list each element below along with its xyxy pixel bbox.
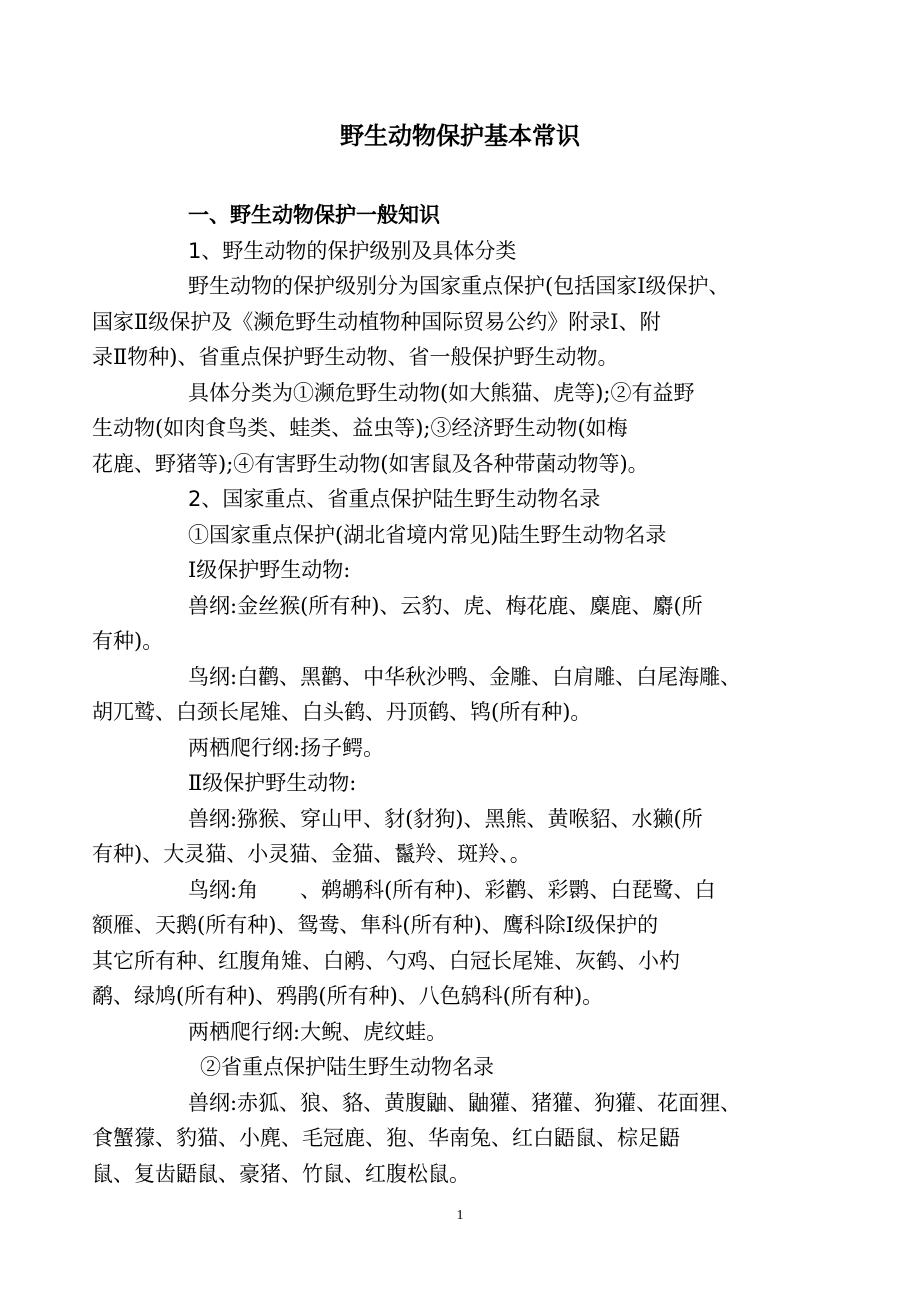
text-line: 1、野生动物的保护级别及具体分类 bbox=[188, 238, 517, 263]
text-line: 生动物(如肉食鸟类、蛙类、益虫等);③经济野生动物(如梅 bbox=[92, 416, 628, 440]
paragraph bbox=[92, 269, 785, 376]
text-line: 额雁、天鹅(所有种)、鸳鸯、隼科(所有种)、鹰科除Ⅰ级保护的 bbox=[92, 913, 659, 937]
text-line: 其它所有种、红腹角雉、白鹇、勺鸡、白冠长尾雉、灰鹤、小杓 bbox=[92, 948, 680, 973]
text-line: 鸟纲:白鹳、黑鹳、中华秋沙鸭、金雕、白肩雕、白尾海雕、 bbox=[188, 664, 742, 689]
text-line: 两栖爬行纲:扬子鳄。 bbox=[188, 735, 385, 760]
text-line: 鼠、复齿鼯鼠、豪猪、竹鼠、红腹松鼠。 bbox=[92, 1161, 470, 1186]
paragraph bbox=[92, 873, 785, 1015]
paragraph bbox=[92, 802, 785, 873]
text-line: 具体分类为①濒危野生动物(如大熊猫、虎等);②有益野 bbox=[188, 380, 695, 405]
text-line: Ⅱ级保护野生动物: bbox=[188, 771, 357, 795]
text-line: 两栖爬行纲:大鲵、虎纹蛙。 bbox=[188, 1019, 448, 1044]
text-line: 鸟纲:角 、鹈鹕科(所有种)、彩鹳、彩鹮、白琵鹭、白 bbox=[188, 877, 716, 902]
text-line: 录Ⅱ物种)、省重点保护野生动物、省一般保护野生动物。 bbox=[92, 345, 619, 369]
paragraph bbox=[92, 376, 785, 483]
text-line: 兽纲:金丝猴(所有种)、云豹、虎、梅花鹿、麋鹿、麝(所 bbox=[188, 593, 703, 618]
paragraph bbox=[140, 731, 785, 767]
text-line: ②省重点保护陆生野生动物名录 bbox=[200, 1055, 494, 1079]
subsection-heading bbox=[140, 234, 785, 270]
paragraph bbox=[92, 1086, 785, 1193]
text-line: 兽纲:赤狐、狼、貉、黄腹鼬、鼬獾、猪獾、狗獾、花面狸、 bbox=[188, 1090, 742, 1115]
paragraph bbox=[140, 1015, 785, 1051]
text-line: 鹬、绿鸠(所有种)、鸦鹃(所有种)、八色鸫科(所有种)。 bbox=[92, 984, 604, 1008]
text-line: 胡兀鹫、白颈长尾雉、白头鹤、丹顶鹤、鸨(所有种)。 bbox=[92, 700, 592, 724]
paragraph bbox=[140, 1050, 785, 1086]
page-title: 野生动物保护基本常识 bbox=[340, 122, 580, 150]
text-line: 食蟹獴、豹猫、小麂、毛冠鹿、狍、华南兔、红白鼯鼠、棕足鼯 bbox=[92, 1126, 680, 1150]
text-line: ①国家重点保护(湖北省境内常见)陆生野生动物名录 bbox=[188, 522, 667, 547]
document-body bbox=[92, 198, 785, 1192]
paragraph bbox=[140, 553, 785, 589]
subsection-heading bbox=[140, 482, 785, 518]
paragraph bbox=[140, 518, 785, 554]
page-number: 1 bbox=[456, 1208, 464, 1223]
text-line: 兽纲:猕猴、穿山甲、豺(豺狗)、黑熊、黄喉貂、水獭(所 bbox=[188, 806, 703, 831]
text-line: 一、野生动物保护一般知识 bbox=[188, 203, 440, 227]
text-line: 有种)。 bbox=[92, 629, 164, 653]
paragraph bbox=[92, 589, 785, 660]
text-line: 国家Ⅱ级保护及《濒危野生动植物种国际贸易公约》附录Ⅰ、附 bbox=[92, 309, 661, 334]
text-line: Ⅰ级保护野生动物: bbox=[188, 558, 351, 582]
paragraph bbox=[92, 660, 785, 731]
paragraph bbox=[140, 766, 785, 802]
text-line: 野生动物的保护级别分为国家重点保护(包括国家Ⅰ级保护、 bbox=[188, 274, 730, 298]
text-line: 有种)、大灵猫、小灵猫、金猫、鬣羚、斑羚、。 bbox=[92, 842, 531, 866]
section-heading bbox=[140, 198, 785, 234]
text-line: 花鹿、野猪等);④有害野生动物(如害鼠及各种带菌动物等)。 bbox=[92, 451, 649, 476]
text-line: 2、国家重点、省重点保护陆生野生动物名录 bbox=[188, 487, 601, 511]
